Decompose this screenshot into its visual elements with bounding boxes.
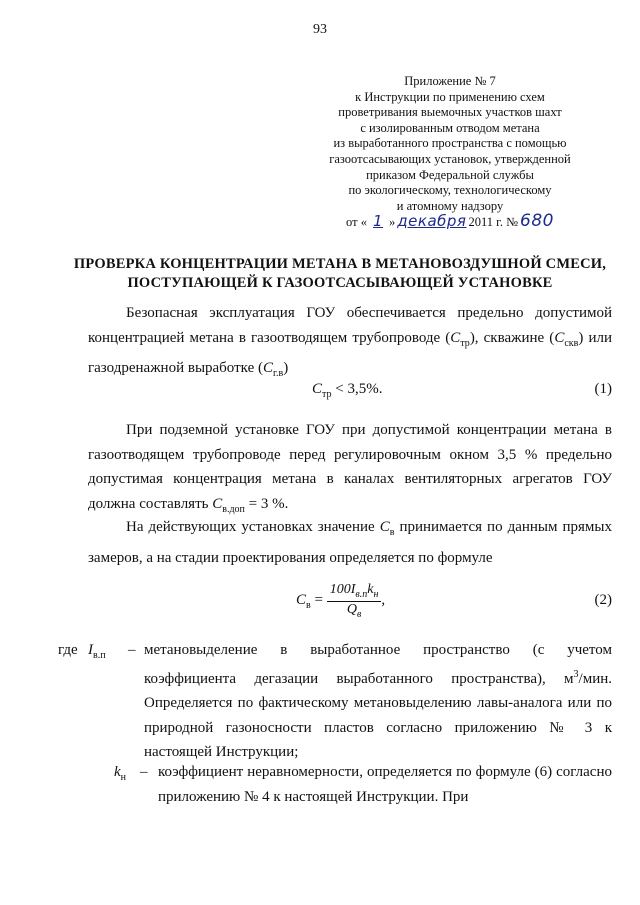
subscript: скв (564, 337, 579, 349)
appendix-line: проветривания выемочных участков шахт (338, 105, 562, 120)
symbol: C (379, 519, 390, 535)
text: ), скважине ( (469, 329, 555, 346)
subscript: тр (322, 389, 332, 400)
appendix-line: к Инструкции по применению схем (355, 89, 545, 104)
text: Безопасная эксплуатация ГОУ обеспечивается предельно допустимой концентрацией метана в газоотводящем трубопроводе ( (88, 305, 612, 346)
appendix-line: приказом Федеральной службы (366, 167, 534, 182)
appendix-line: Приложение № 7 (404, 74, 496, 88)
where-label: где (58, 642, 78, 658)
subscript: в (389, 527, 395, 538)
subscript: в (356, 608, 362, 620)
symbol: Q (346, 601, 357, 617)
text: /мин. Определяется по фактическому метановыделению лавы-аналога или по природной газоносности пластов согласно приложению № 3 к настоящей Инструкции; (144, 670, 612, 760)
date-year: 2011 г. № (468, 215, 518, 230)
symbol: k (114, 764, 121, 780)
dash: – (128, 642, 136, 658)
symbol: I (88, 642, 93, 658)
text: = 3 %. (244, 495, 289, 512)
text: При подземной установке ГОУ при допустимой концентрации метана в газоотводящем трубопроводе перед регулировочным окном 3,5 % предельно допустимая концентрация метана в каналах вентиляторных агрегатов ГОУ должна составлять (88, 422, 612, 512)
appendix-line: из выработанного пространства с помощью (333, 136, 567, 151)
paragraph-2 (88, 418, 612, 522)
order-number: 680 (520, 211, 554, 232)
numerator (327, 582, 382, 602)
symbol: C (554, 329, 565, 346)
subscript: в.доп (222, 503, 245, 515)
symbol: C (312, 381, 323, 397)
text: метановыделение в выработанное пространство (с учетом коэффициента дегазации выработанного пространства), м (144, 642, 612, 687)
symbol: C (296, 592, 307, 609)
date-mid: » (389, 215, 396, 230)
definition-text (144, 638, 612, 765)
subscript: в.п (93, 650, 106, 661)
page-number: 93 (313, 22, 327, 37)
fraction (327, 582, 382, 620)
text: ) или газодренажной выработке ( (88, 329, 612, 376)
equation-1-number: (1) (594, 381, 612, 397)
text: ) (283, 360, 289, 376)
section-title (60, 255, 620, 293)
date-month: декабря (397, 212, 467, 231)
equation-2 (296, 582, 385, 620)
comma: , (381, 592, 386, 609)
subscript: в.п (355, 588, 368, 600)
title-line-2: ПОСТУПАЮЩЕЙ К ГАЗООТСАСЫВАЮЩЕЙ УСТАНОВКЕ (127, 275, 553, 291)
symbol: C (450, 329, 461, 346)
appendix-line: и атомному надзору (396, 198, 504, 213)
subscript: н (120, 772, 127, 783)
subscript: в (306, 600, 311, 612)
appendix-line: с изолированным отводом метана (360, 120, 540, 135)
superscript: 3 (573, 668, 579, 680)
denominator (327, 602, 382, 620)
appendix-line: газоотсасывающих установок, утвержденной (329, 151, 571, 166)
text: принимается по данным прямых замеров, а на стадии проектирования определяется по формуле (88, 519, 612, 566)
subscript: тр (460, 337, 470, 349)
appendix-line: по экологическому, технологическому (348, 183, 552, 198)
date-day: 1 (372, 212, 384, 231)
text: < 3,5%. (331, 381, 383, 397)
date-prefix: от « (346, 215, 367, 230)
dash: – (140, 764, 148, 780)
text: На действующих установках значение (126, 519, 380, 535)
equals: = (310, 592, 327, 609)
definition-i-vp (58, 638, 612, 765)
definition-text (158, 760, 612, 809)
text: коэффициент неравномерности, определяется по формуле (6) согласно приложению № 4 к настоящей Инструкции. При (158, 764, 612, 805)
paragraph-3 (88, 515, 612, 570)
appendix-header (300, 74, 600, 231)
equation-2-number: (2) (594, 592, 612, 608)
approval-date-line (300, 211, 600, 232)
symbol: k (367, 582, 374, 597)
symbol: C (262, 360, 273, 376)
equation-1 (312, 381, 382, 400)
definition-symbol (88, 638, 106, 669)
symbol: C (212, 495, 223, 512)
definition-symbol (114, 760, 126, 791)
symbol: 100I (329, 582, 356, 597)
title-line-1: ПРОВЕРКА КОНЦЕНТРАЦИИ МЕТАНА В МЕТАНОВОЗДУШНОЙ СМЕСИ, (73, 256, 607, 272)
paragraph-1 (88, 301, 612, 387)
subscript: н (373, 588, 379, 600)
subscript: г.в (273, 368, 284, 379)
definition-k-n (88, 760, 612, 809)
